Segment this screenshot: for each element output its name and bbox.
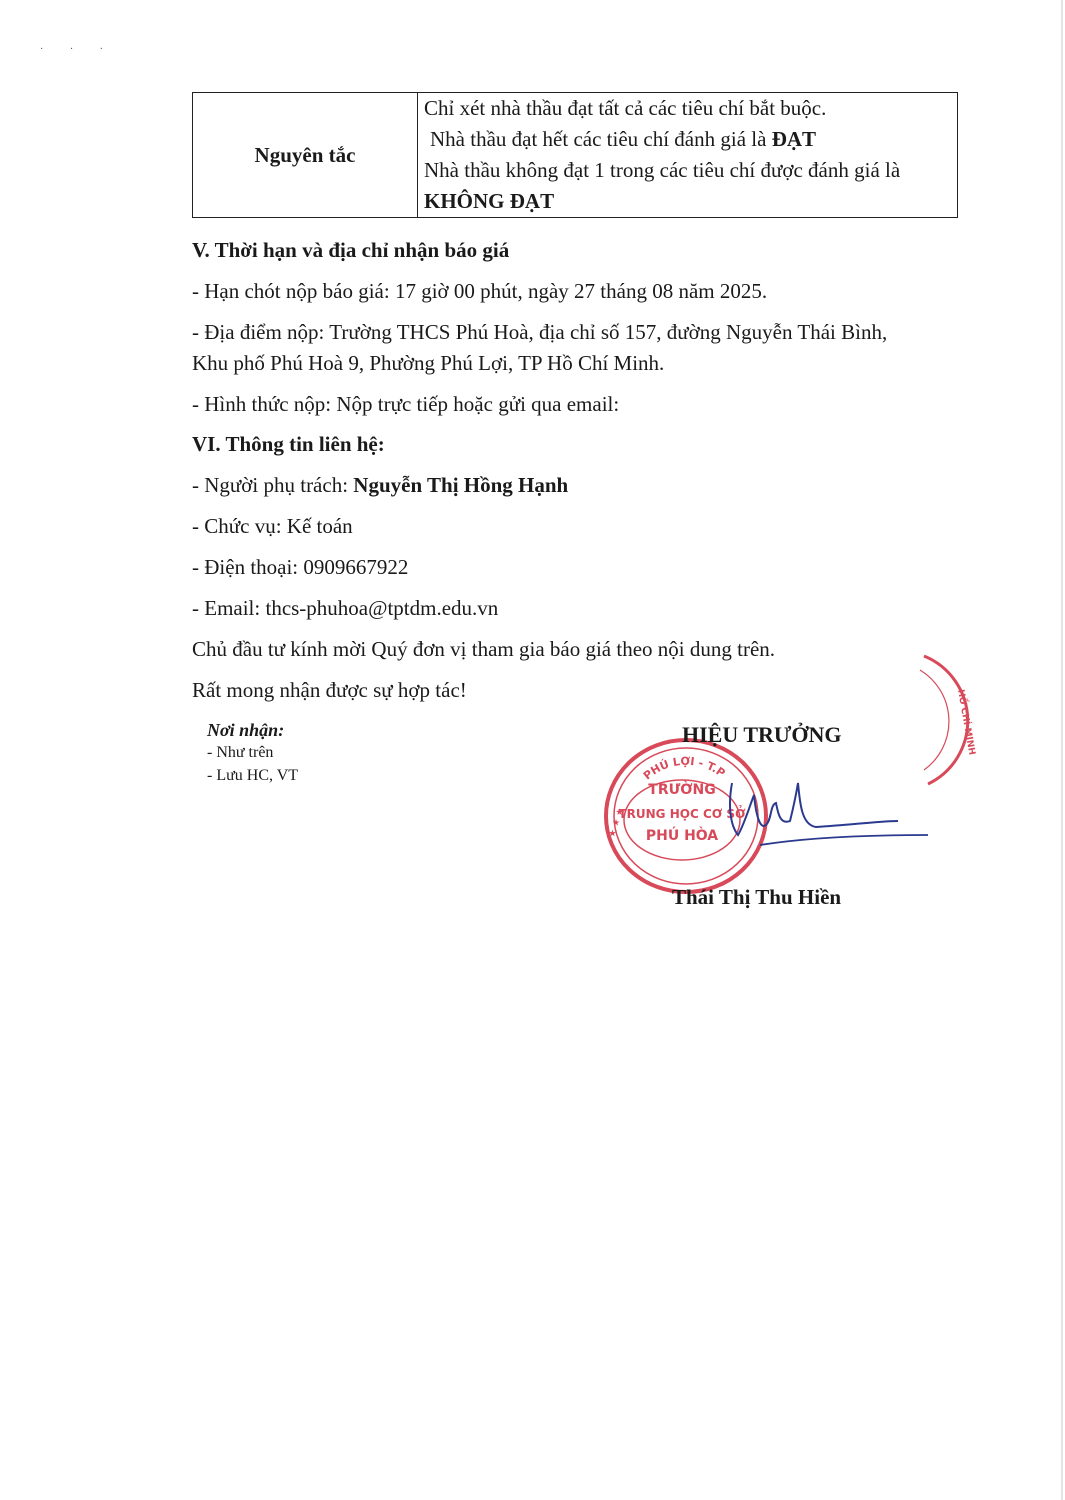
criteria-row <box>193 93 958 218</box>
deadline-text: - Hạn chót nộp báo giá: 17 giờ 00 phút, ngày 27 tháng 08 năm 2025. <box>192 279 768 303</box>
svg-text:★ ★ ★: ★ ★ ★ <box>607 806 627 839</box>
closing-invite: Chủ đầu tư kính mời Quý đơn vị tham gia báo giá theo nội dung trên. <box>192 637 776 661</box>
criteria-pass-label: ĐẠT <box>771 127 817 151</box>
handwritten-signature <box>720 775 930 855</box>
address-line-1: - Địa điểm nộp: Trường THCS Phú Hoà, địa chỉ số 157, đường Nguyễn Thái Bình, <box>192 320 888 344</box>
recipients-block <box>207 720 298 787</box>
criteria-line-2 <box>424 124 951 155</box>
seal-top-arc: PHÚ LỢI - T.P <box>640 754 728 783</box>
contact-person-label: - Người phụ trách: <box>192 473 354 497</box>
seal-line-2: TRUNG HỌC CƠ SỞ <box>618 807 746 821</box>
contact-email: - Email: thcs-phuhoa@tptdm.edu.vn <box>192 596 499 620</box>
submission-method: - Hình thức nộp: Nộp trực tiếp hoặc gửi qua email: <box>192 392 620 416</box>
page-edge <box>1061 0 1063 1500</box>
recipients-title: Nơi nhận: <box>207 720 285 740</box>
signature-title: HIỆU TRƯỞNG <box>682 722 842 747</box>
contact-person <box>192 473 568 498</box>
criteria-label: Nguyên tắc <box>193 93 418 218</box>
criteria-line-2-text: Nhà thầu đạt hết các tiêu chí đánh giá là <box>430 127 772 151</box>
criteria-table <box>192 92 958 218</box>
address-line-2: Khu phố Phú Hoà 9, Phường Phú Lợi, TP Hồ Chí Minh. <box>192 351 665 375</box>
criteria-line-3: Nhà thầu không đạt 1 trong các tiêu chí được đánh giá là <box>424 158 901 182</box>
closing-thanks: Rất mong nhận được sự hợp tác! <box>192 678 467 702</box>
criteria-content <box>418 93 958 218</box>
scan-artifact: · · · <box>40 44 115 55</box>
signer-name: Thái Thị Thu Hiền <box>672 885 842 909</box>
contact-position: - Chức vụ: Kế toán <box>192 514 353 538</box>
contact-person-name: Nguyễn Thị Hồng Hạnh <box>353 473 569 497</box>
section-5-heading: V. Thời hạn và địa chỉ nhận báo giá <box>192 238 510 262</box>
partial-seal-text: HỒ CHÍ MINH <box>955 688 977 756</box>
recipient-item: - Lưu HC, VT <box>207 767 299 784</box>
criteria-line-1: Chỉ xét nhà thầu đạt tất cả các tiêu chí bắt buộc. <box>424 96 827 120</box>
criteria-fail-label: KHÔNG ĐẠT <box>424 189 555 213</box>
seal-line-1: TRƯỜNG <box>648 782 716 798</box>
section-6-heading: VI. Thông tin liên hệ: <box>192 432 385 456</box>
seal-line-3: PHÚ HÒA <box>645 828 719 844</box>
partial-seal <box>918 650 978 790</box>
recipient-item: - Như trên <box>207 744 274 761</box>
contact-phone: - Điện thoại: 0909667922 <box>192 555 409 579</box>
